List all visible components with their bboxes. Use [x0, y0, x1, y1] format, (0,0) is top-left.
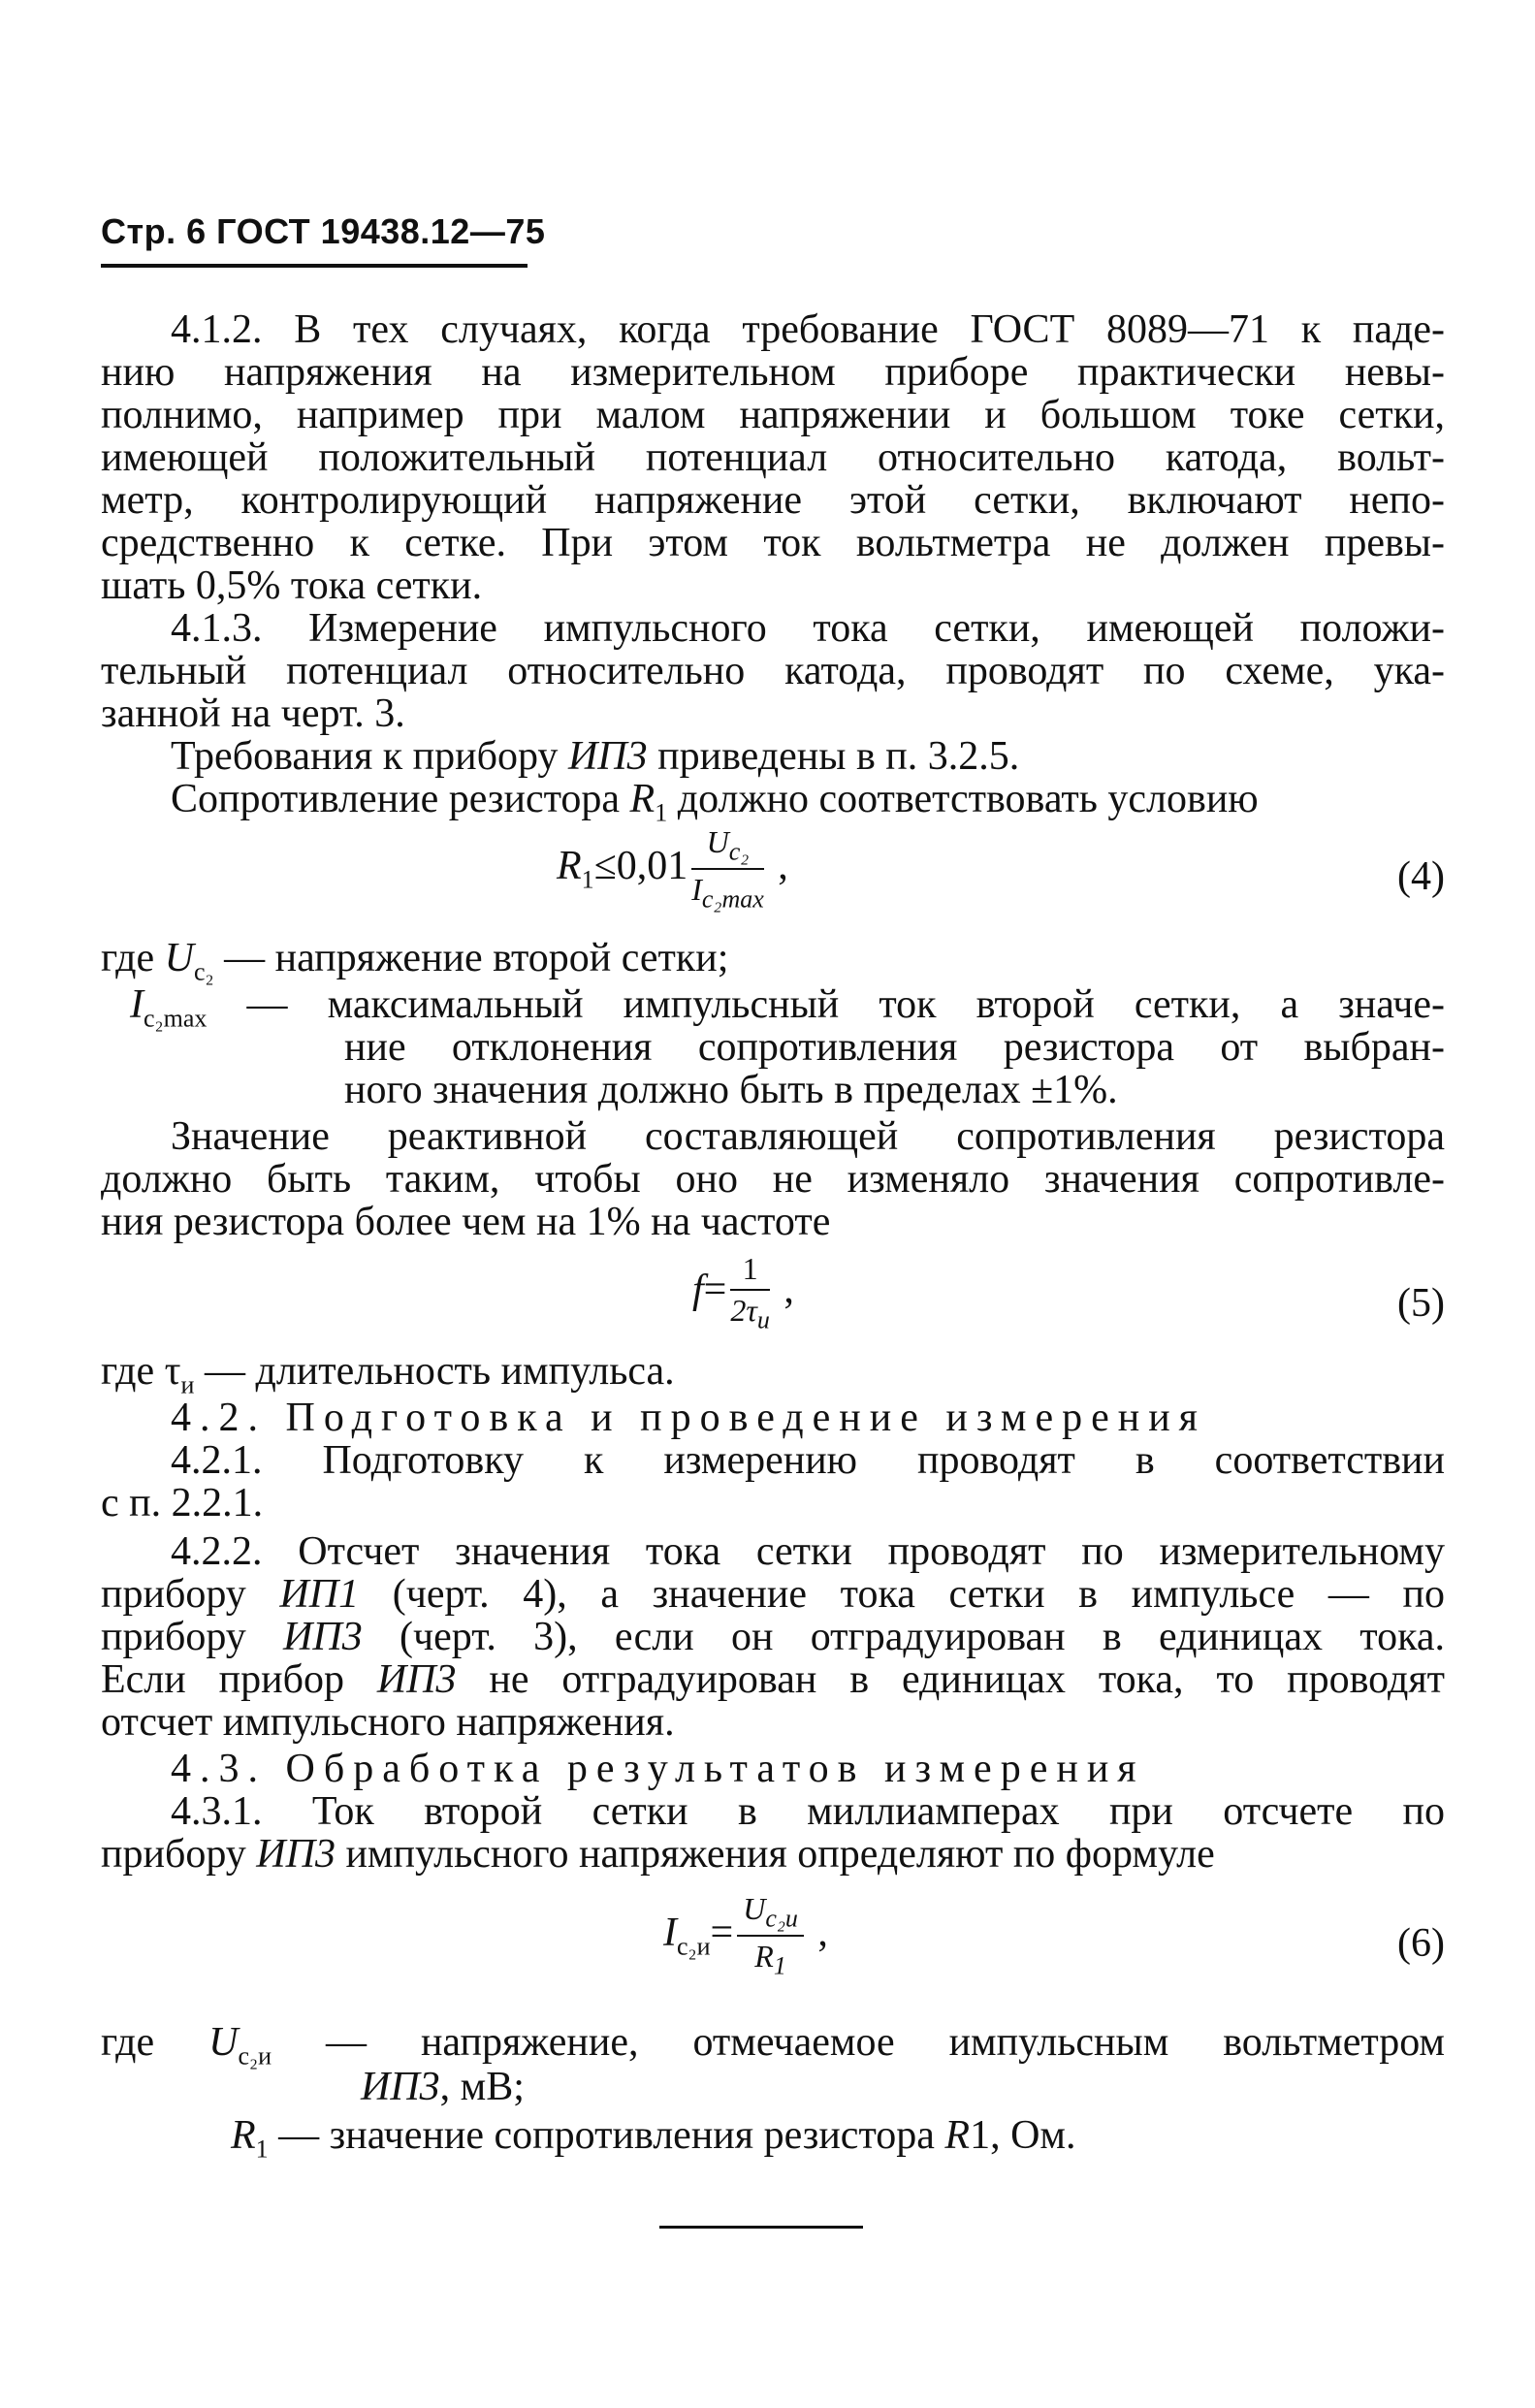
paragraph-line: прибору ИП3 импульсного напряжения определяют по формуле — [101, 1832, 1215, 1877]
equation-number: (4) — [1397, 854, 1445, 899]
paragraph-line: полнимо, например при малом напряжении и большом токе сетки, — [101, 393, 1445, 437]
equation-number: (5) — [1397, 1281, 1445, 1326]
paragraph-line: 4.1.3. Измерение импульсного тока сетки, имеющей положи- — [171, 606, 1445, 651]
paragraph-line: шать 0,5% тока сетки. — [101, 563, 483, 608]
paragraph-line: прибору ИП1 (черт. 4), а значение тока сетки в импульсе — по — [101, 1572, 1445, 1617]
paragraph-line: нию напряжения на измерительном приборе практически невы- — [101, 350, 1445, 395]
paragraph-line: метр, контролирующий напряжение этой сетки, включают непо- — [101, 478, 1445, 523]
paragraph-line: Требования к прибору ИП3 приведены в п. 3.2.5. — [171, 734, 1020, 779]
paragraph-line: должно быть таким, чтобы оно не изменяло значения сопротивле- — [101, 1157, 1445, 1202]
paragraph-line: 4.3.1. Ток второй сетки в миллиамперах при отсчете по — [171, 1789, 1445, 1834]
paragraph-line: тельный потенциал относительно катода, проводят по схеме, ука- — [101, 649, 1445, 693]
definition-line: ИП3, мВ; — [361, 2065, 525, 2109]
definition-line: $R_1$ — значение сопротивления резистора R1, Ом. — [231, 2113, 1076, 2164]
paragraph-line: занной на черт. 3. — [101, 691, 405, 736]
section-heading-4-3: 4.3. Обработка результатов измерения — [171, 1747, 1145, 1791]
section-heading-4-2: 4.2. Подготовка и проведение измерения — [171, 1396, 1206, 1440]
paragraph-line: Сопротивление резистора $R_1$ должно соответствовать условию — [171, 777, 1259, 827]
paragraph-line: 4.2.2. Отсчет значения тока сетки проводят по измерительному — [171, 1529, 1445, 1574]
paragraph-line: имеющей положительный потенциал относительно катода, вольт- — [101, 435, 1445, 480]
paragraph-line: ния резистора более чем на 1% на частоте — [101, 1200, 831, 1244]
equation-number: (6) — [1397, 1921, 1445, 1966]
paragraph-line: отсчет импульсного напряжения. — [101, 1700, 675, 1745]
paragraph-line: Если прибор ИП3 не отградуирован в единицах тока, то проводят — [101, 1657, 1445, 1702]
definition-line: где $\tau_и$ — длительность импульса. — [101, 1349, 675, 1399]
definition-line: где $U_{c_2и}$ — напряжение, отмечаемое импульсным вольтметром — [101, 2020, 1445, 2071]
formula-4: $R_1\le 0,01$ $\frac{U_{c_2}}{I_{c_2max}}$ , (4) — [557, 824, 1445, 914]
paragraph-line: Значение реактивной составляющей сопротивления резистора — [171, 1114, 1445, 1159]
formula-5: f= $\frac{1}{2\tau_и}$ , (5) — [692, 1251, 1445, 1334]
definition-line: ние отклонения сопротивления резистора от выбран- — [344, 1025, 1445, 1070]
header-rule — [101, 264, 528, 268]
formula-6: $I_{c_2и}=$ $\frac{U_{c_2и}}{R_1}$ , (6) — [663, 1891, 1445, 1980]
definition-line: ного значения должно быть в пределах ±1%. — [344, 1068, 1118, 1112]
paragraph-line: 4.1.2. В тех случаях, когда требование ГОСТ 8089—71 к паде- — [171, 307, 1445, 352]
definition-line: где $U_{c_2}$ — напряжение второй сетки; — [101, 936, 729, 986]
paragraph-line: 4.2.1. Подготовку к измерению проводят в соответствии — [171, 1438, 1445, 1483]
page-header: Стр. 6 ГОСТ 19438.12—75 — [101, 211, 546, 251]
paragraph-line: прибору ИП3 (черт. 3), если он отградуирован в единицах тока. — [101, 1615, 1445, 1659]
footer-rule — [659, 2226, 863, 2229]
definition-line: $I_{c_2max}$ — максимальный импульсный ток второй сетки, а значе- — [130, 982, 1445, 1033]
paragraph-line: средственно к сетке. При этом ток вольтметра не должен превы- — [101, 521, 1445, 565]
paragraph-line: с п. 2.2.1. — [101, 1481, 264, 1525]
